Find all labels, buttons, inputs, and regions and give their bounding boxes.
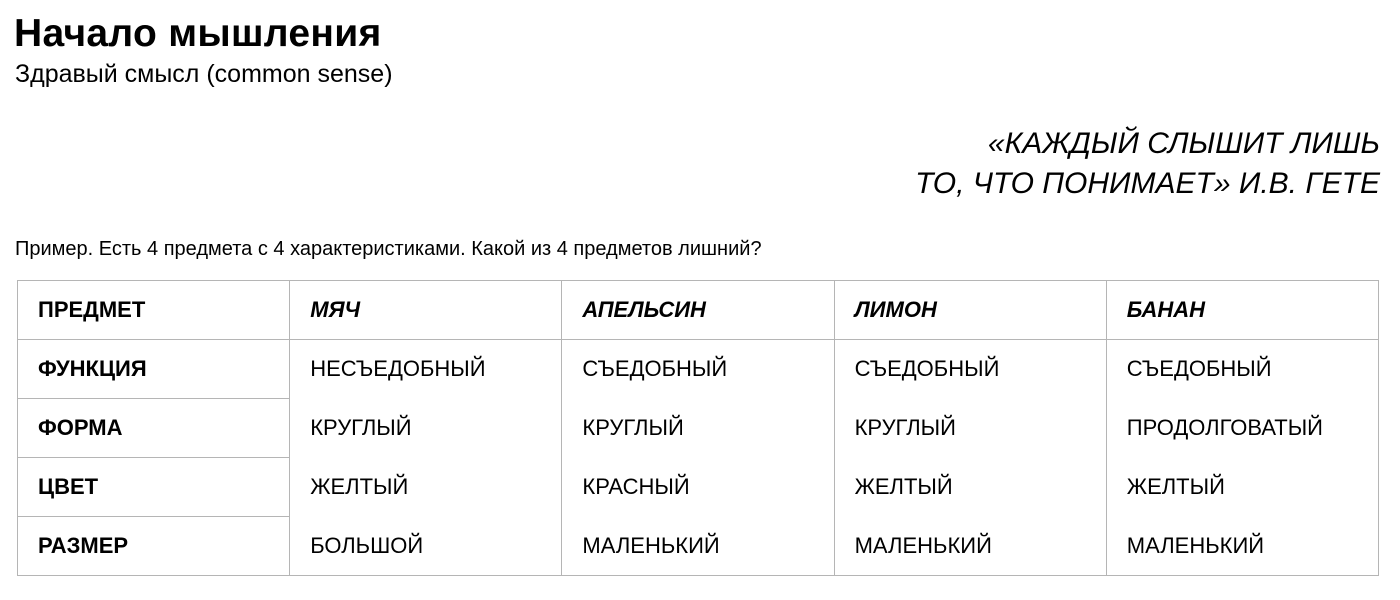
- table-cell: ЖЕЛТЫЙ: [290, 458, 562, 517]
- table-cell: СЪЕДОБНЫЙ: [562, 340, 834, 399]
- table-cell: МАЛЕНЬКИЙ: [834, 517, 1106, 576]
- row-label-color: ЦВЕТ: [18, 458, 290, 517]
- column-header-ball: МЯЧ: [290, 281, 562, 340]
- table-cell: КРАСНЫЙ: [562, 458, 834, 517]
- quote-line-2: ТО, ЧТО ПОНИМАЕТ» И.В. ГЕТЕ: [915, 167, 1380, 200]
- example-intro: Пример. Есть 4 предмета с 4 характеристиками. Какой из 4 предметов лишний?: [15, 238, 762, 260]
- table-cell: СЪЕДОБНЫЙ: [834, 340, 1106, 399]
- page-title: Начало мышления: [14, 12, 382, 55]
- page-subtitle: Здравый смысл (common sense): [15, 60, 393, 88]
- table-cell: КРУГЛЫЙ: [834, 399, 1106, 458]
- table-row: [18, 340, 1379, 399]
- table-header-row: [18, 281, 1379, 340]
- table-cell: КРУГЛЫЙ: [290, 399, 562, 458]
- column-header-orange: АПЕЛЬСИН: [562, 281, 834, 340]
- table-row: [18, 517, 1379, 576]
- row-label-shape: ФОРМА: [18, 399, 290, 458]
- table-cell: ПРОДОЛГОВАТЫЙ: [1106, 399, 1378, 458]
- table-cell: ЖЕЛТЫЙ: [834, 458, 1106, 517]
- table-cell: МАЛЕНЬКИЙ: [562, 517, 834, 576]
- objects-table: [17, 280, 1379, 576]
- table-cell: СЪЕДОБНЫЙ: [1106, 340, 1378, 399]
- table-cell: НЕСЪЕДОБНЫЙ: [290, 340, 562, 399]
- row-label-size: РАЗМЕР: [18, 517, 290, 576]
- table-row: [18, 458, 1379, 517]
- table-cell: БОЛЬШОЙ: [290, 517, 562, 576]
- table-cell: МАЛЕНЬКИЙ: [1106, 517, 1378, 576]
- table-cell: КРУГЛЫЙ: [562, 399, 834, 458]
- quote-line-1: «КАЖДЫЙ СЛЫШИТ ЛИШЬ: [987, 127, 1380, 160]
- table-row: [18, 399, 1379, 458]
- row-label-function: ФУНКЦИЯ: [18, 340, 290, 399]
- column-header-lemon: ЛИМОН: [834, 281, 1106, 340]
- column-header-banana: БАНАН: [1106, 281, 1378, 340]
- column-header-object: ПРЕДМЕТ: [18, 281, 290, 340]
- goethe-quote: [915, 124, 1380, 204]
- table-cell: ЖЕЛТЫЙ: [1106, 458, 1378, 517]
